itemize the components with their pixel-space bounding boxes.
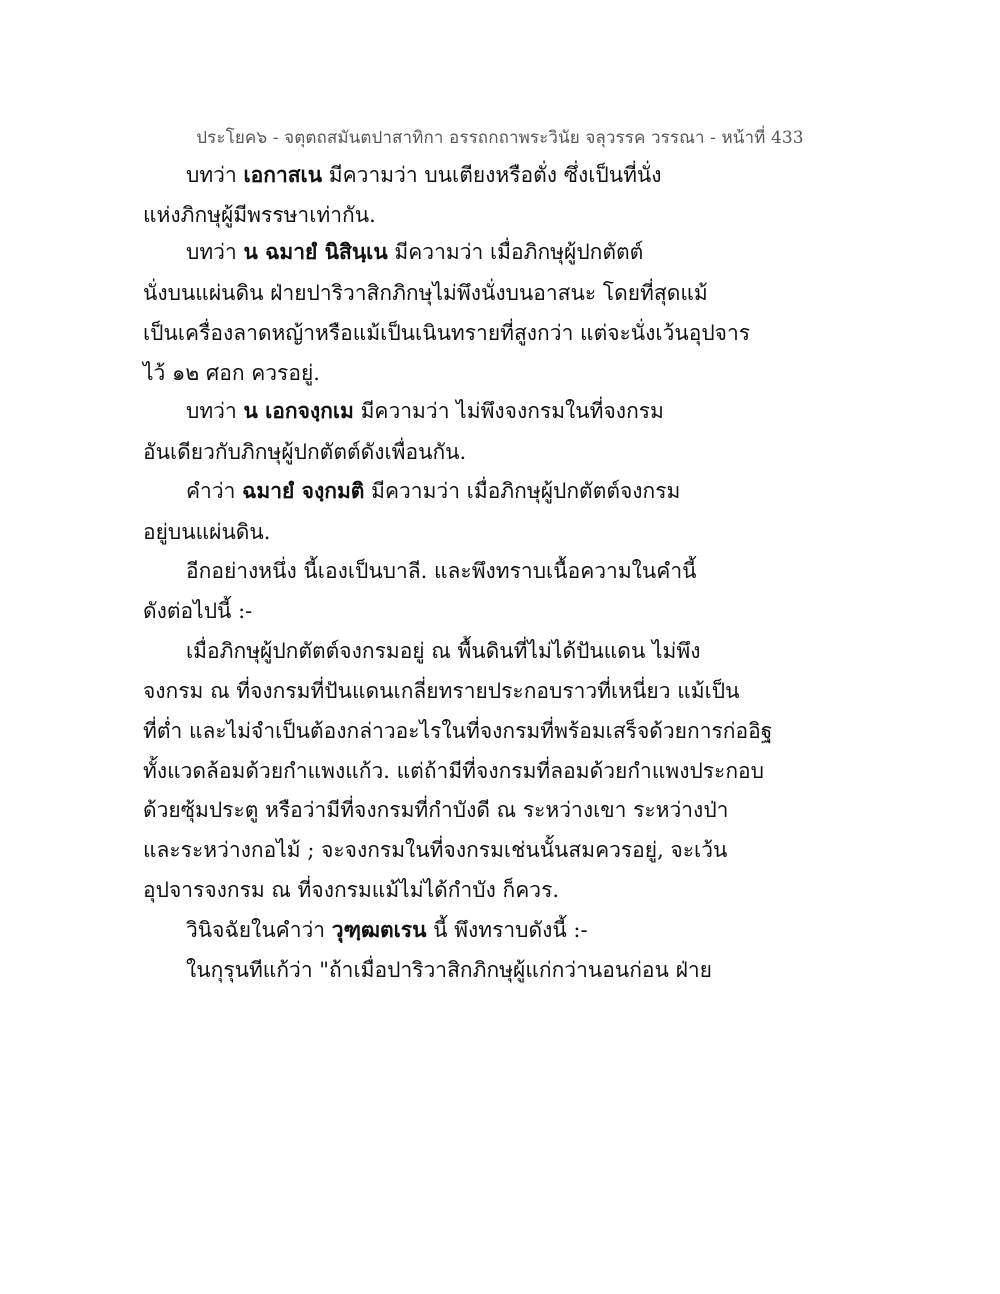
text-line: อุปจารจงกรม ณ ที่จงกรมแม้ไม่ได้กำบัง ก็ควร.: [143, 878, 560, 902]
text-line: บทว่า น เอกจงฺกเม มีความว่า ไม่พึงจงกรมในที่จงกรม: [186, 398, 664, 423]
text-line: นั่งบนแผ่นดิน ฝ่ายปาริวาสิกภิกษุไม่พึงนั่งบนอาสนะ โดยที่สุดแม้: [143, 281, 708, 305]
pali-term: น เอกจงฺกเม: [243, 398, 354, 423]
pali-term: ฉมายํ จงฺกมติ: [242, 478, 365, 503]
text-line: เป็นเครื่องลาดหญ้าหรือแม้เป็นเนินทรายที่สูงกว่า แต่จะนั่งเว้นอุปจาร: [143, 321, 751, 345]
text-line: วินิจฉัยในคำว่า วุฑฺฒตเรน นี้ พึงทราบดังนี้ :-: [186, 917, 588, 942]
text-line: อีกอย่างหนึ่ง นี้เองเป็นบาลี. และพึงทราบเนื้อความในคำนี้: [186, 559, 697, 583]
text-line: อันเดียวกับภิกษุผู้ปกตัตต์ดังเพื่อนกัน.: [143, 440, 467, 464]
running-header: ประโยค๖ - จตุตถสมันตปาสาทิกา อรรถกถาพระวินัย จลุวรรค วรรณา - หน้าที่ 433: [196, 128, 804, 148]
text-line: และระหว่างกอไม้ ; จะจงกรมในที่จงกรมเช่นนั้นสมควรอยู่, จะเว้น: [143, 838, 728, 862]
pali-term: น ฉมายํ นิสินฺเน: [243, 239, 388, 264]
text-line: บทว่า เอกาสเน มีความว่า บนเตียงหรือตั่ง ซึ่งเป็นที่นั่ง: [186, 162, 662, 187]
text-line: ที่ต่ำ และไม่จำเป็นต้องกล่าวอะไรในที่จงกรมที่พร้อมเสร็จด้วยการก่ออิฐ: [143, 719, 773, 743]
text-line: จงกรม ณ ที่จงกรมที่ปันแดนเกลี่ยทรายประกอบราวที่เหนี่ยว แม้เป็น: [143, 679, 740, 703]
text-line: อยู่บนแผ่นดิน.: [143, 520, 271, 544]
text-line: บทว่า น ฉมายํ นิสินฺเน มีความว่า เมื่อภิกษุผู้ปกตัตต์: [186, 239, 644, 264]
text-line: ด้วยซุ้มประตู หรือว่ามีที่จงกรมที่กำบังดี ณ ระหว่างเขา ระหว่างป่า: [143, 798, 729, 822]
text-line: แห่งภิกษุผู้มีพรรษาเท่ากัน.: [143, 203, 376, 227]
text-line: ดังต่อไปนี้ :-: [143, 599, 253, 623]
pali-term: วุฑฺฒตเรน: [331, 917, 427, 942]
text-line: ในกุรุนทีแก้ว่า "ถ้าเมื่อปาริวาสิกภิกษุผู้แก่กว่านอนก่อน ฝ่าย: [186, 958, 712, 982]
text-line: คำว่า ฉมายํ จงฺกมติ มีความว่า เมื่อภิกษุผู้ปกตัตต์จงกรม: [186, 478, 681, 503]
text-line: เมื่อภิกษุผู้ปกตัตต์จงกรมอยู่ ณ พื้นดินที่ไม่ได้ปันแดน ไม่พึง: [186, 639, 701, 663]
text-line: ไว้ ๑๒ ศอก ควรอยู่.: [143, 361, 320, 385]
pali-term: เอกาสเน: [243, 162, 323, 187]
text-line: ทั้งแวดล้อมด้วยกำแพงแก้ว. แต่ถ้ามีที่จงกรมที่ลอมด้วยกำแพงประกอบ: [143, 759, 764, 783]
